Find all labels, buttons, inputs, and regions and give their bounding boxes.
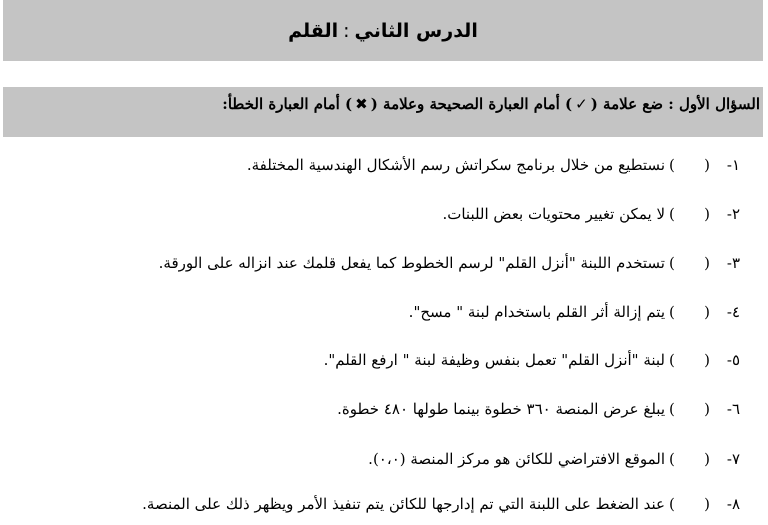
- answer-box[interactable]: [669, 400, 714, 418]
- item-number: ٣-: [726, 254, 740, 272]
- answer-box[interactable]: [669, 254, 714, 272]
- item-text: تستخدم اللبنة "أنزل القلم" لرسم الخطوط كما يفعل قلمك عند انزاله على الورقة.: [158, 254, 665, 272]
- paren-open: (: [704, 495, 710, 513]
- item-text: يبلغ عرض المنصة ٣٦٠ خطوة بينما طولها ٤٨٠ خطوة.: [337, 400, 665, 418]
- statement-item-8: [142, 491, 740, 517]
- item-text: نستطيع من خلال برنامج سكراتش رسم الأشكال الهندسية المختلفة.: [246, 156, 665, 174]
- instruction-part2: ) أمام العبارة الصحيحة وعلامة (: [370, 95, 573, 113]
- x-mark-icon: ✖: [355, 95, 368, 113]
- item-number: ٦-: [726, 400, 740, 418]
- answer-box[interactable]: [669, 205, 714, 223]
- answer-box[interactable]: [669, 495, 714, 513]
- paren-close: ): [669, 450, 675, 468]
- paren-close: ): [669, 303, 675, 321]
- statement-item-1: [247, 152, 740, 178]
- paren-close: ): [669, 156, 675, 174]
- paren-open: (: [704, 254, 710, 272]
- item-number: ٨-: [726, 495, 740, 513]
- paren-close: ): [669, 254, 675, 272]
- lesson-title-separator: :: [343, 19, 350, 42]
- paren-open: (: [704, 450, 710, 468]
- answer-box[interactable]: [669, 351, 714, 369]
- answer-box[interactable]: [669, 303, 714, 321]
- instruction-part1: ضع علامة (: [590, 95, 663, 113]
- statement-item-3: [159, 250, 740, 276]
- item-number: ٤-: [726, 303, 740, 321]
- item-text: عند الضغط على اللبنة التي تم إدارجها للكائن يتم تنفيذ الأمر ويظهر ذلك على المنصة.: [142, 495, 665, 513]
- check-mark-icon: ✓: [575, 95, 588, 113]
- paren-close: ): [669, 400, 675, 418]
- lesson-title-topic: القلم: [288, 19, 339, 42]
- item-text: لا يمكن تغيير محتويات بعض اللبنات.: [442, 205, 665, 223]
- paren-close: ): [669, 351, 675, 369]
- paren-open: (: [704, 351, 710, 369]
- item-number: ٢-: [726, 205, 740, 223]
- instruction-part3: ) أمام العبارة الخطأ:: [222, 95, 353, 113]
- question-label: السؤال الأول :: [668, 95, 760, 113]
- paren-open: (: [704, 156, 710, 174]
- item-text: يتم إزالة أثر القلم باستخدام لبنة " مسح".: [408, 303, 665, 321]
- paren-close: ): [669, 205, 675, 223]
- statement-item-6: [337, 396, 740, 422]
- answer-box[interactable]: [669, 450, 714, 468]
- statement-item-7: [368, 446, 740, 472]
- statement-item-5: [324, 347, 740, 373]
- paren-open: (: [704, 205, 710, 223]
- paren-open: (: [704, 400, 710, 418]
- item-text: لبنة "أنزل القلم" تعمل بنفس وظيفة لبنة " ارفع القلم".: [323, 351, 665, 369]
- item-number: ١-: [726, 156, 740, 174]
- lesson-title-prefix: الدرس الثاني: [354, 19, 478, 42]
- statement-item-2: [442, 201, 740, 227]
- statement-item-4: [409, 299, 740, 325]
- item-number: ٥-: [726, 351, 740, 369]
- item-text: الموقع الافتراضي للكائن هو مركز المنصة (٠،٠).: [368, 450, 665, 468]
- paren-open: (: [704, 303, 710, 321]
- answer-box[interactable]: [669, 156, 714, 174]
- paren-close: ): [669, 495, 675, 513]
- item-number: ٧-: [726, 450, 740, 468]
